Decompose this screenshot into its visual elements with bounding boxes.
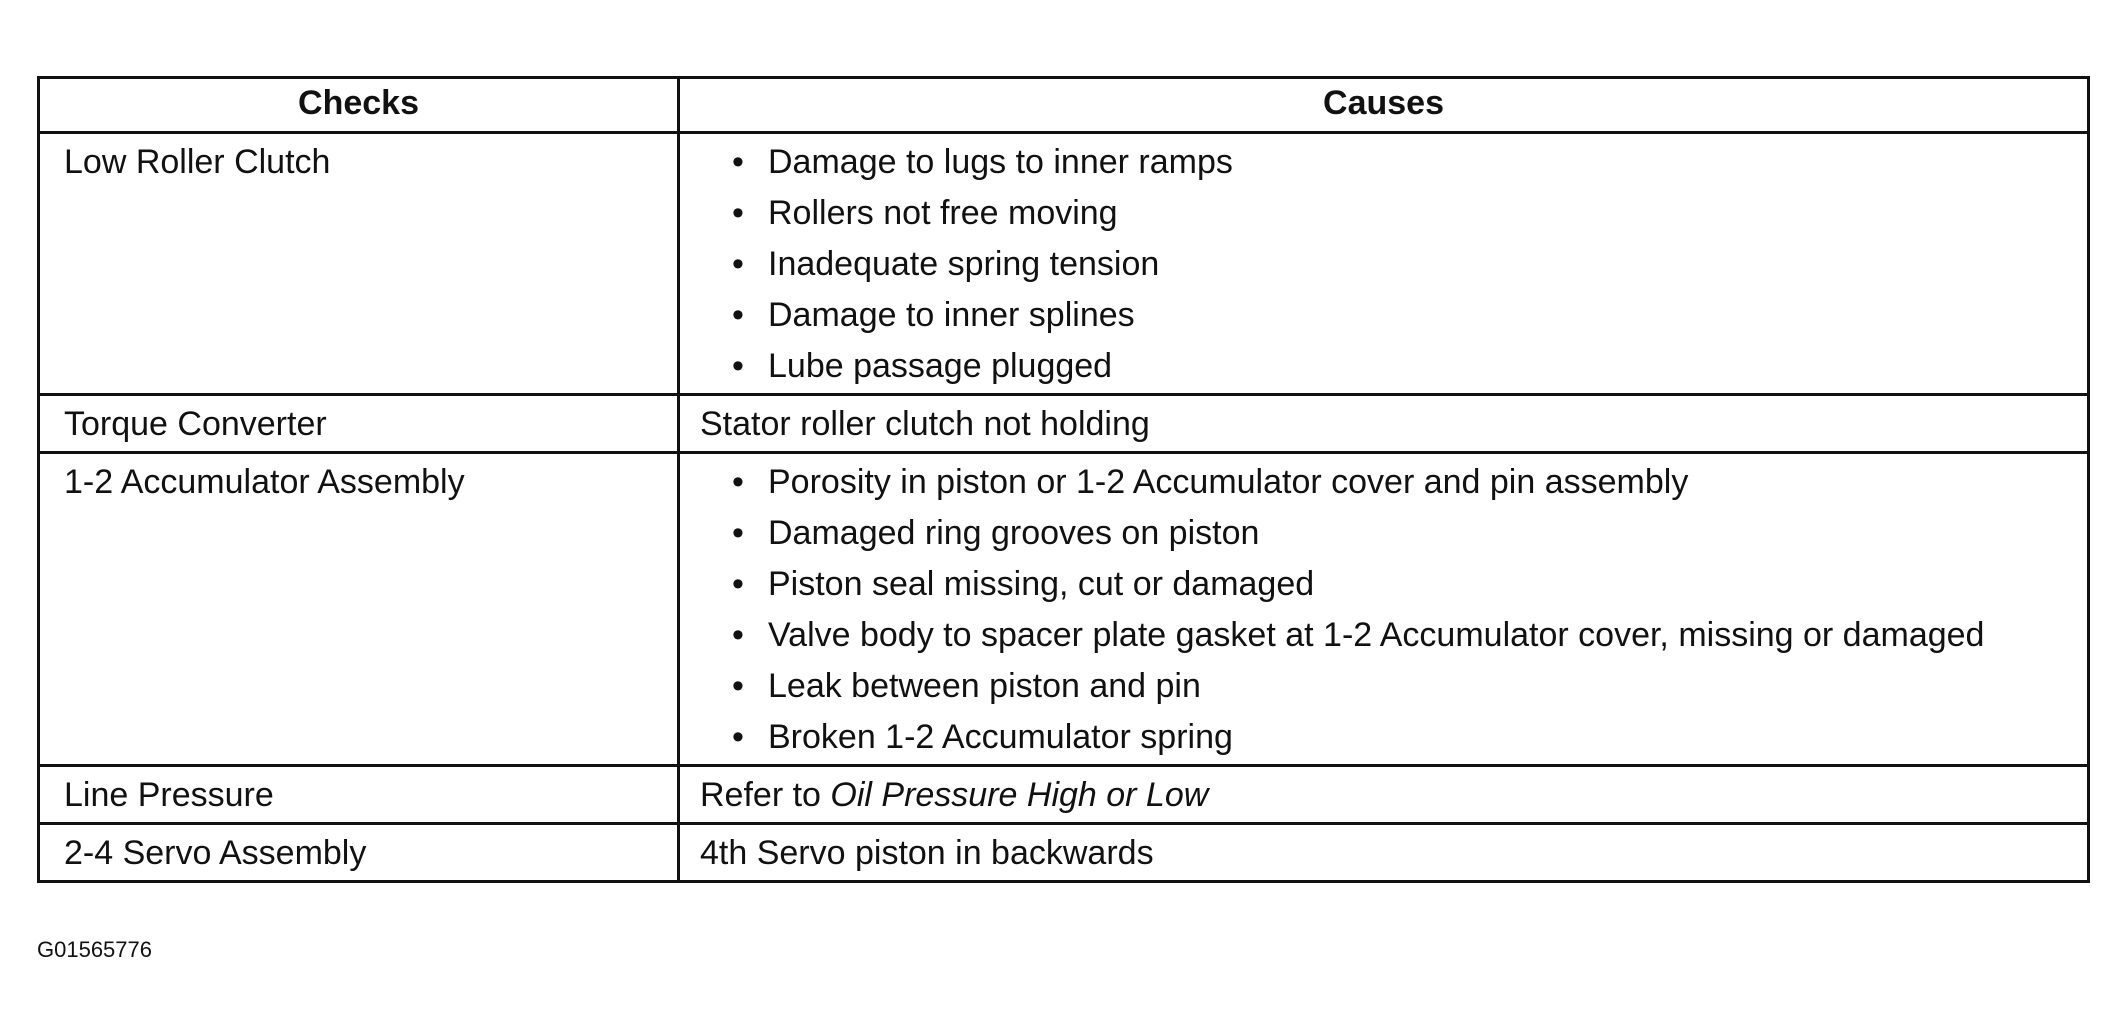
table-row bbox=[39, 453, 2089, 766]
header-checks: Checks bbox=[39, 78, 679, 133]
header-causes: Causes bbox=[679, 78, 2089, 133]
causes-cell bbox=[679, 133, 2089, 395]
table-header-row bbox=[39, 78, 2089, 133]
check-cell: Line Pressure bbox=[39, 766, 679, 824]
cause-list bbox=[700, 462, 2067, 758]
cause-item: • Broken 1-2 Accumulator spring bbox=[728, 717, 2067, 758]
cause-list bbox=[700, 142, 2067, 387]
cause-item: • Damage to inner splines bbox=[728, 295, 2067, 336]
check-cell: 2-4 Servo Assembly bbox=[39, 824, 679, 882]
diagnosis-table bbox=[37, 76, 2090, 883]
cause-text-cell bbox=[679, 766, 2089, 824]
check-cell: 1-2 Accumulator Assembly bbox=[39, 453, 679, 766]
causes-cell bbox=[679, 453, 2089, 766]
cause-text-cell: 4th Servo piston in backwards bbox=[679, 824, 2089, 882]
cause-item: • Leak between piston and pin bbox=[728, 666, 2067, 707]
table-row bbox=[39, 766, 2089, 824]
cause-item: • Lube passage plugged bbox=[728, 346, 2067, 387]
cause-text-cell: Stator roller clutch not holding bbox=[679, 395, 2089, 453]
check-cell: Low Roller Clutch bbox=[39, 133, 679, 395]
cause-item: • Damaged ring grooves on piston bbox=[728, 513, 2067, 554]
table-row bbox=[39, 824, 2089, 882]
cause-item: • Valve body to spacer plate gasket at 1-2 Accumulator cover, missing or damaged bbox=[728, 615, 2067, 656]
reference-link[interactable]: Oil Pressure High or Low bbox=[830, 776, 1209, 814]
table-row bbox=[39, 395, 2089, 453]
figure-id: G01565776 bbox=[37, 937, 152, 962]
cause-item: • Damage to lugs to inner ramps bbox=[728, 142, 2067, 183]
cause-item: • Porosity in piston or 1-2 Accumulator cover and pin assembly bbox=[728, 462, 2067, 503]
check-cell: Torque Converter bbox=[39, 395, 679, 453]
cause-item: • Piston seal missing, cut or damaged bbox=[728, 564, 2067, 605]
reference-prefix: Refer to bbox=[700, 776, 831, 814]
table-row bbox=[39, 133, 2089, 395]
cause-item: • Inadequate spring tension bbox=[728, 244, 2067, 285]
cause-item: • Rollers not free moving bbox=[728, 193, 2067, 234]
